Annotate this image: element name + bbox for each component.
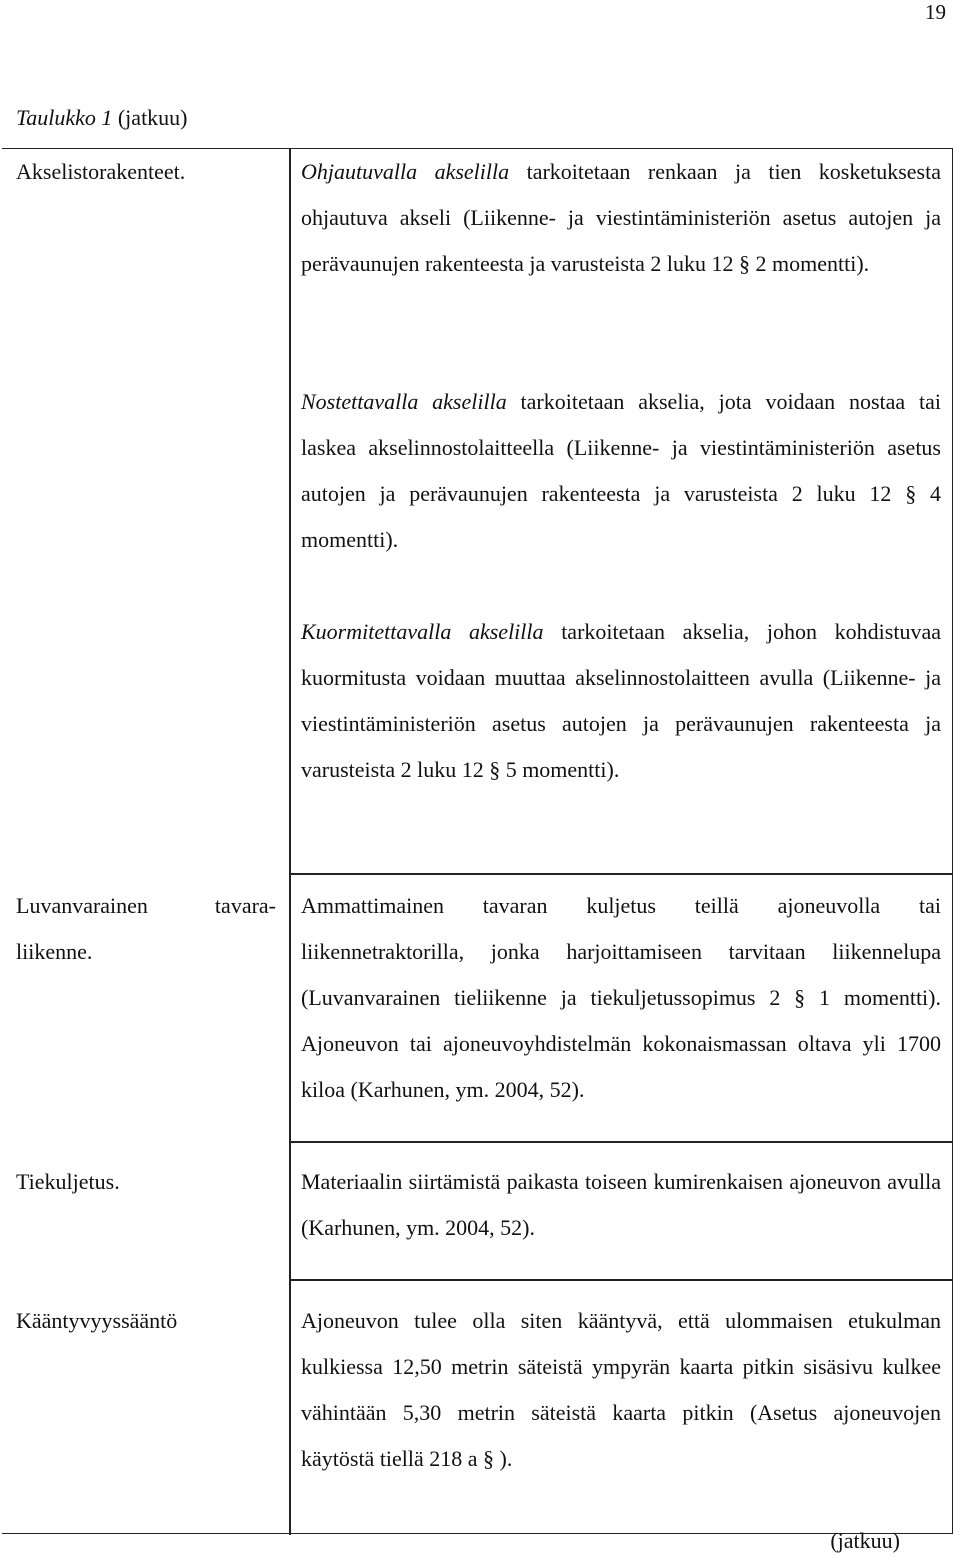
row-divider bbox=[289, 873, 952, 875]
term-line: liikenne. bbox=[16, 939, 93, 964]
caption-label: Taulukko 1 bbox=[16, 105, 113, 130]
continued-note: (jatkuu) bbox=[830, 1528, 900, 1553]
caption-suffix: (jatkuu) bbox=[112, 105, 188, 130]
table-row-definition: Materiaalin siirtämistä paikasta toiseen kumirenkaisen ajoneuvon avulla (Karhunen, ym. 2004, 52). bbox=[301, 1169, 941, 1240]
table-caption bbox=[16, 105, 188, 131]
definition-text: tarkoitetaan renkaan ja tien kosketuksesta ohjautuva akseli (Liikenne- ja viestintäministeriön asetus autojen ja perävaunujen rakenteesta ja varusteista 2 luku 12 § 2 momentti). bbox=[301, 159, 941, 276]
page-number: 19 bbox=[925, 0, 946, 24]
table-row-term: Tiekuljetus. bbox=[16, 1169, 120, 1194]
table-row-term: Kääntyvyyssääntö bbox=[16, 1308, 178, 1333]
table-row-term bbox=[16, 883, 276, 975]
table-row-definition bbox=[301, 379, 941, 563]
column-divider bbox=[289, 149, 291, 1535]
table-row-definition bbox=[301, 609, 941, 793]
term-emphasis: Nostettavalla akselilla bbox=[301, 389, 507, 414]
row-divider bbox=[289, 1141, 952, 1143]
definitions-table bbox=[2, 148, 953, 1534]
term-emphasis: Kuormitettavalla akselilla bbox=[301, 619, 544, 644]
definition-text: tarkoitetaan akselia, jota voidaan nostaa tai laskea akselinnostolaitteella (Liikenne- ja viestintäministeriön asetus autojen ja perävaunujen rakenteesta ja varusteista 2 luku 12 § 4 momentti). bbox=[301, 389, 941, 552]
table-row-definition bbox=[301, 149, 941, 287]
definition-text: tarkoitetaan akselia, johon kohdistuvaa kuormitusta voidaan muuttaa akselinnostolaitteen avulla (Liikenne- ja viestintäministeriön asetus autojen ja perävaunujen rakenteesta ja varusteista 2 luku 12 § 5 momentti). bbox=[301, 619, 941, 782]
table-row-term: Akselistorakenteet. bbox=[16, 159, 186, 184]
term-emphasis: Ohjautuvalla akselilla bbox=[301, 159, 510, 184]
term-line: Luvanvarainen tavara- bbox=[16, 893, 276, 918]
table-row-definition: Ammattimainen tavaran kuljetus teillä ajoneuvolla tai liikennetraktorilla, jonka harjoittamiseen tarvitaan liikennelupa (Luvanvarainen tieliikenne ja tiekuljetussopimus 2 § 1 momentti). Ajoneuvon tai ajoneuvoyhdistelmän kokonaismassan oltava yli 1700 kiloa (Karhunen, ym. 2004, 52). bbox=[301, 893, 941, 1102]
table-row-definition: Ajoneuvon tulee olla siten kääntyvä, että ulommaisen etukulman kulkiessa 12,50 metrin säteistä ympyrän kaarta pitkin sisäsivu kulkee vähintään 5,30 metrin säteistä kaarta pitkin (Asetus ajoneuvojen käytöstä tiellä 218 a § ). bbox=[301, 1308, 941, 1471]
row-divider bbox=[289, 1279, 952, 1281]
